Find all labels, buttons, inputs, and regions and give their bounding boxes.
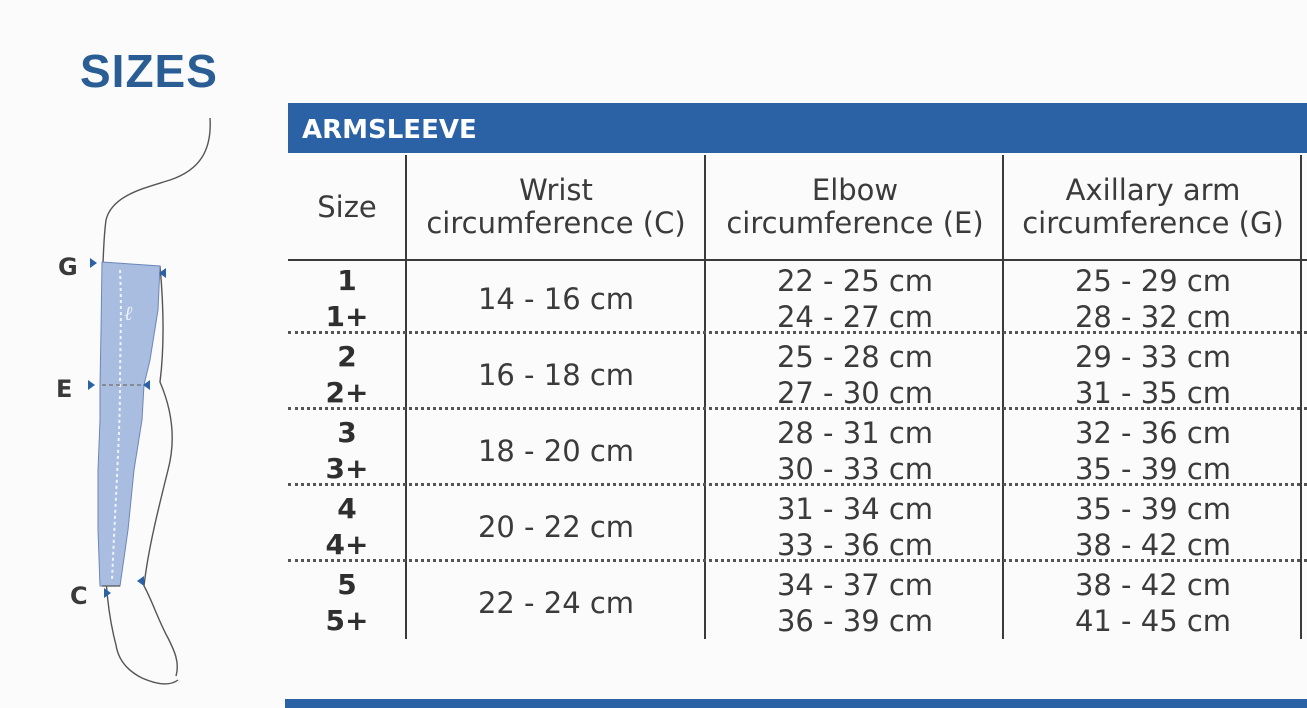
size-value-plus: 1+: [325, 300, 369, 333]
header-wrist: [406, 155, 706, 259]
size-value-plus: 3+: [325, 452, 369, 485]
axillary-value-plus: 38 - 42 cm: [1074, 528, 1232, 562]
elbow-value: 31 - 34 cm: [776, 492, 934, 526]
axillary-cell: [1004, 337, 1302, 413]
size-cell: [288, 261, 406, 337]
wrist-value: 16 - 18 cm: [477, 358, 635, 392]
size-value: 2: [337, 340, 357, 373]
axillary-cell: [1004, 261, 1302, 337]
wrist-cell: [406, 261, 706, 337]
table-row: [288, 261, 1307, 337]
elbow-cell: [706, 565, 1004, 641]
axillary-cell: [1004, 565, 1302, 641]
arm-measurement-illustration: [40, 110, 280, 700]
axillary-cell: [1004, 413, 1302, 489]
axillary-value-plus: 35 - 39 cm: [1074, 452, 1232, 486]
axillary-value: 35 - 39 cm: [1074, 492, 1232, 526]
table-row: [288, 413, 1307, 489]
elbow-value-plus: 27 - 30 cm: [776, 376, 934, 410]
wrist-marker-label: C: [70, 582, 88, 610]
wrist-cell: [406, 489, 706, 565]
table-row: [288, 337, 1307, 413]
wrist-value: 22 - 24 cm: [477, 586, 635, 620]
size-cell: [288, 337, 406, 413]
size-value-plus: 2+: [325, 376, 369, 409]
size-value: 4: [337, 492, 357, 525]
elbow-value-plus: 36 - 39 cm: [776, 604, 934, 638]
row-divider: [288, 331, 1307, 334]
elbow-value: 25 - 28 cm: [776, 340, 934, 374]
header-axillary: [1004, 155, 1302, 259]
axillary-arm-marker-label: G: [58, 253, 78, 281]
header-wrist-line1: Wrist: [519, 173, 593, 207]
axillary-value: 29 - 33 cm: [1074, 340, 1232, 374]
axillary-cell: [1004, 489, 1302, 565]
header-axillary-line1: Axillary arm: [1065, 173, 1241, 207]
table-title-banner: ARMSLEEVE: [288, 103, 1307, 153]
axillary-value-plus: 28 - 32 cm: [1074, 300, 1232, 334]
size-value: 3: [337, 416, 357, 449]
elbow-value: 28 - 31 cm: [776, 416, 934, 450]
wrist-value: 18 - 20 cm: [477, 434, 635, 468]
elbow-cell: [706, 413, 1004, 489]
wrist-cell: [406, 337, 706, 413]
wrist-cell: [406, 565, 706, 641]
size-cell: [288, 489, 406, 565]
axillary-value: 38 - 42 cm: [1074, 568, 1232, 602]
size-cell: [288, 413, 406, 489]
elbow-value-plus: 30 - 33 cm: [776, 452, 934, 486]
row-divider: [288, 559, 1307, 562]
wrist-value: 14 - 16 cm: [477, 282, 635, 316]
axillary-value: 25 - 29 cm: [1074, 264, 1232, 298]
header-axillary-line2: circumference (G): [1022, 206, 1284, 240]
elbow-cell: [706, 261, 1004, 337]
elbow-marker-label: E: [56, 375, 73, 403]
elbow-value: 22 - 25 cm: [776, 264, 934, 298]
size-value: 5: [337, 568, 357, 601]
size-value: 1: [337, 264, 357, 297]
table-row: [288, 489, 1307, 565]
elbow-value-plus: 33 - 36 cm: [776, 528, 934, 562]
header-elbow-line1: Elbow: [811, 173, 899, 207]
header-wrist-line2: circumference (C): [426, 206, 686, 240]
armsleeve-size-table: [288, 103, 1307, 639]
bottom-accent-bar: [285, 699, 1307, 708]
page-title: SIZES: [80, 45, 218, 97]
row-divider: [288, 407, 1307, 410]
svg-text:ℓ: ℓ: [124, 301, 133, 325]
axillary-value-plus: 31 - 35 cm: [1074, 376, 1232, 410]
table-row: [288, 565, 1307, 641]
elbow-value-plus: 24 - 27 cm: [776, 300, 934, 334]
elbow-value: 34 - 37 cm: [776, 568, 934, 602]
elbow-cell: [706, 489, 1004, 565]
header-elbow: [706, 155, 1004, 259]
row-divider: [288, 483, 1307, 486]
size-value-plus: 5+: [325, 604, 369, 637]
header-elbow-line2: circumference (E): [726, 206, 984, 240]
axillary-value-plus: 41 - 45 cm: [1074, 604, 1232, 638]
header-size: [288, 155, 406, 259]
header-size-label: Size: [317, 189, 377, 224]
axillary-value: 32 - 36 cm: [1074, 416, 1232, 450]
wrist-cell: [406, 413, 706, 489]
size-value-plus: 4+: [325, 528, 369, 561]
wrist-value: 20 - 22 cm: [477, 510, 635, 544]
elbow-cell: [706, 337, 1004, 413]
size-cell: [288, 565, 406, 641]
